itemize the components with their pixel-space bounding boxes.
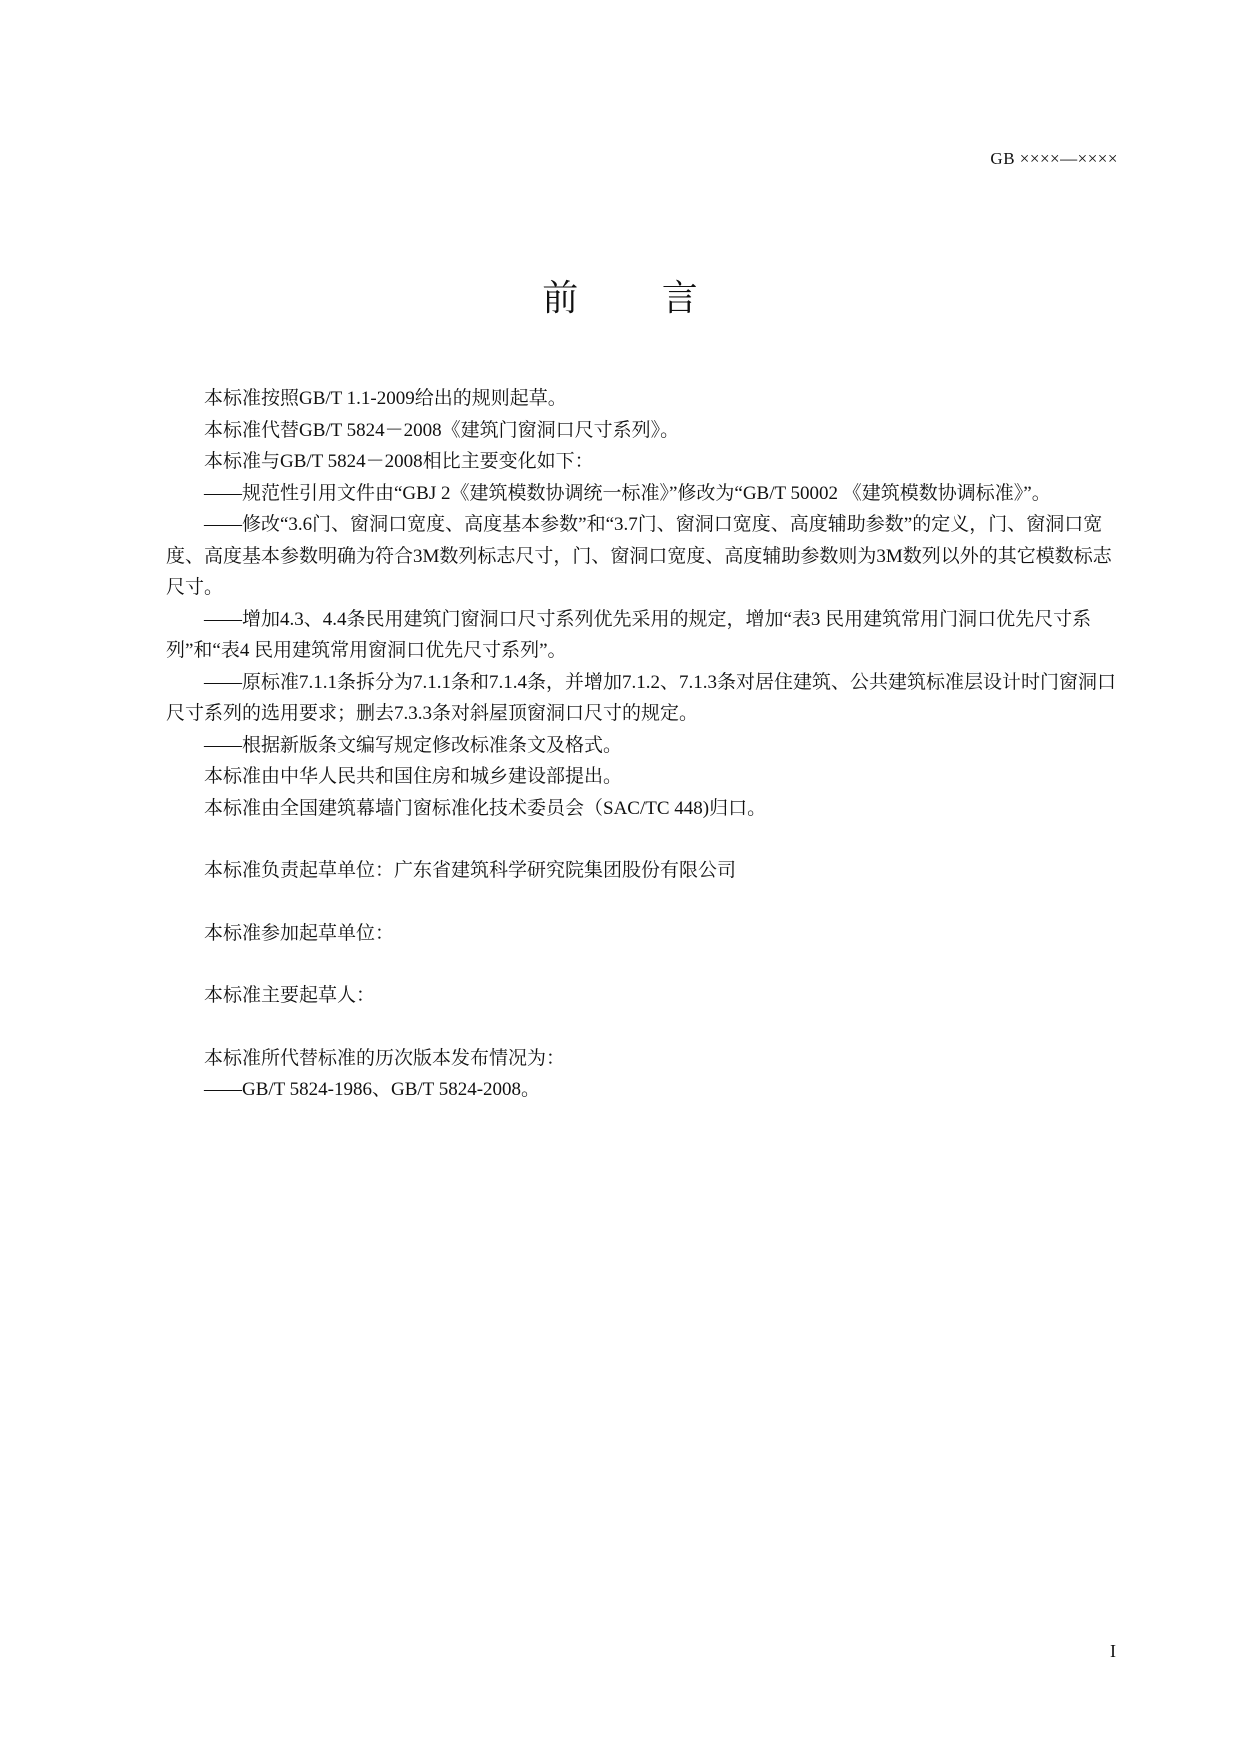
history-intro: 本标准所代替标准的历次版本发布情况为：: [204, 1047, 566, 1069]
paragraph-change-2: ——修改“3.6门、窗洞口宽度、高度基本参数”和“3.7门、窗洞口宽度、高度辅助参数”的定义，门、窗洞口宽度、高度基本参数明确为符合3M数列标志尺寸，门、窗洞口宽度、高度辅助参数则为3M数列以外的其它模数标志尺寸。: [166, 514, 1112, 598]
main-drafters: 本标准主要起草人：: [204, 985, 376, 1006]
spacer: [166, 824, 1117, 855]
paragraph-change-4: ——原标准7.1.1条拆分为7.1.1条和7.1.4条，并增加7.1.2、7.1.3条对居住建筑、公共建筑标准层设计时门窗洞口尺寸系列的选用要求；删去7.3.3条对斜屋顶窗洞口尺寸的规定。: [166, 671, 1117, 724]
paragraph-change-5: ——根据新版条文编写规定修改标准条文及格式。: [204, 734, 623, 756]
spacer: [166, 887, 1117, 918]
paragraph-proposed-by: 本标准由中华人民共和国住房和城乡建设部提出。: [204, 766, 623, 787]
participating-drafting-units: 本标准参加起草单位：: [204, 922, 395, 944]
foreword-body: [166, 383, 1117, 1106]
lead-drafting-unit: 本标准负责起草单位：广东省建筑科学研究院集团股份有限公司: [204, 860, 737, 881]
paragraph-changes-intro: 本标准与GB/T 5824－2008相比主要变化如下：: [204, 451, 594, 472]
paragraph-administered-by: 本标准由全国建筑幕墙门窗标准化技术委员会（SAC/TC 448)归口。: [204, 797, 767, 819]
history-versions: ——GB/T 5824-1986、GB/T 5824-2008。: [204, 1079, 541, 1100]
spacer: [166, 949, 1117, 980]
paragraph-change-1: ——规范性引用文件由“GBJ 2《建筑模数协调统一标准》”修改为“GB/T 50002 《建筑模数协调标准》”。: [204, 482, 1051, 504]
paragraph-change-3: ——增加4.3、4.4条民用建筑门窗洞口尺寸系列优先采用的规定，增加“表3 民用建筑常用门洞口优先尺寸系列”和“表4 民用建筑常用窗洞口优先尺寸系列”。: [166, 608, 1092, 661]
page-title: 前 言: [542, 278, 734, 319]
standard-code-header: GB ××××—××××: [990, 149, 1118, 168]
paragraph-drafting-rules: 本标准按照GB/T 1.1-2009给出的规则起草。: [204, 388, 567, 409]
paragraph-replaces: 本标准代替GB/T 5824－2008《建筑门窗洞口尺寸系列》。: [204, 419, 680, 441]
spacer: [166, 1012, 1117, 1043]
page-number: I: [1110, 1641, 1116, 1661]
